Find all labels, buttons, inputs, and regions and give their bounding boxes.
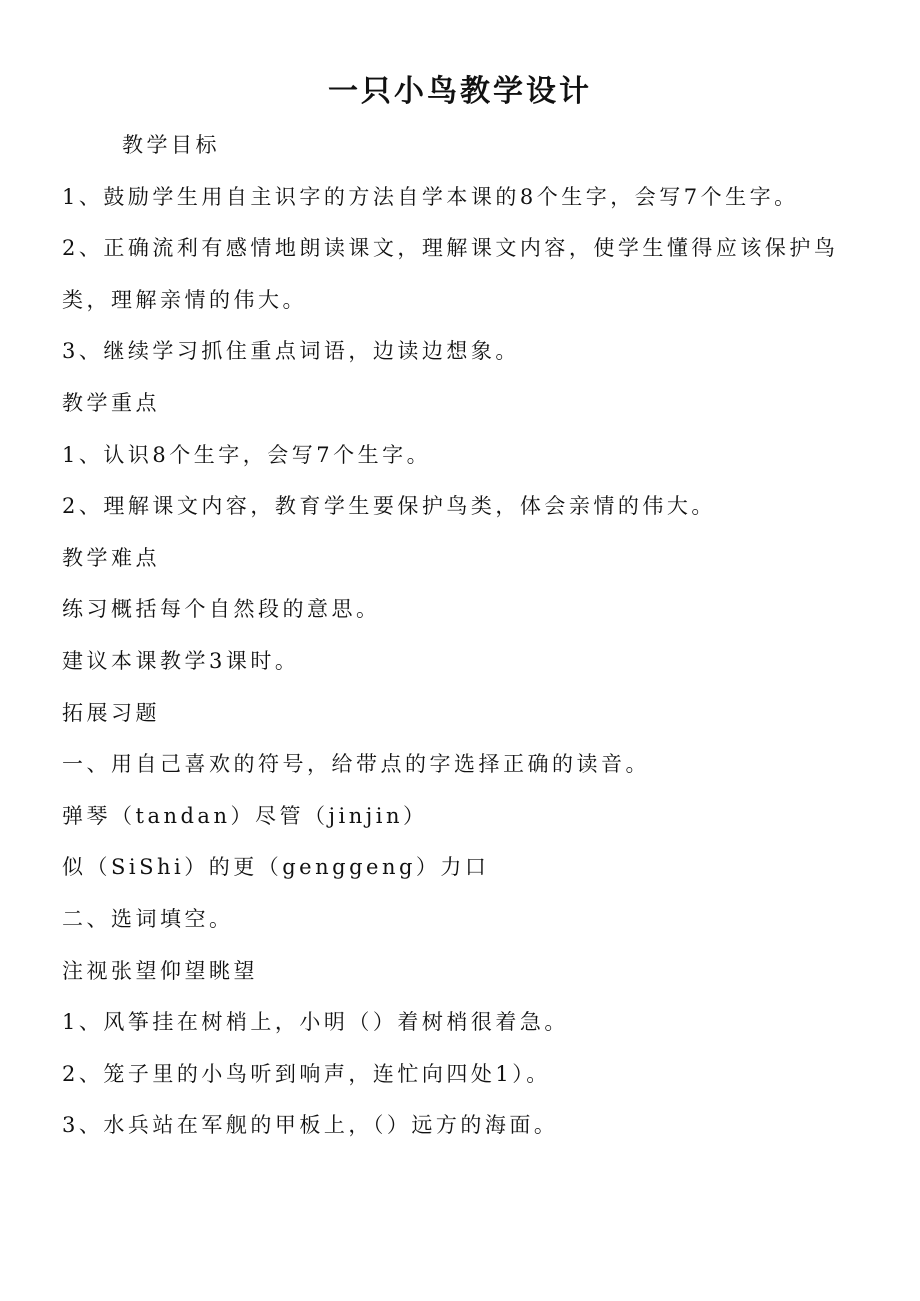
objective-1: 1、鼓励学生用自主识字的方法自学本课的8个生字，会写7个生字。 bbox=[62, 184, 799, 209]
exercise-1-item-b: 似（SiShi）的更（genggeng）力口 bbox=[62, 855, 490, 880]
objective-3: 3、继续学习抓住重点词语，边读边想象。 bbox=[62, 339, 520, 364]
section-heading-difficulties: 教学难点 bbox=[62, 545, 160, 570]
exercise-2-item-1: 1、风筝挂在树梢上，小明（）着树梢很着急。 bbox=[62, 1010, 569, 1035]
exercise-2-word-bank: 注视张望仰望眺望 bbox=[62, 958, 258, 983]
difficulty-text: 练习概括每个自然段的意思。 bbox=[62, 597, 381, 622]
objective-2: 2、正确流利有感情地朗读课文，理解课文内容，使学生懂得应该保护鸟 bbox=[62, 236, 839, 261]
exercise-1-item-a: 弹琴（tandan）尽管（jinjin） bbox=[62, 803, 428, 828]
exercise-2-prompt: 二、选词填空。 bbox=[62, 906, 234, 931]
key-point-2: 2、理解课文内容，教育学生要保护鸟类，体会亲情的伟大。 bbox=[62, 494, 716, 519]
section-heading-exercises: 拓展习题 bbox=[62, 700, 160, 725]
objective-2-continued: 类，理解亲情的伟大。 bbox=[62, 287, 307, 312]
suggested-hours: 建议本课教学3课时。 bbox=[62, 648, 300, 673]
exercise-2-item-2: 2、笼子里的小鸟听到响声，连忙向四处1）。 bbox=[62, 1061, 551, 1086]
document-title: 一只小鸟教学设计 bbox=[328, 74, 592, 109]
key-point-1: 1、认识8个生字，会写7个生字。 bbox=[62, 442, 432, 467]
exercise-2-item-3: 3、水兵站在军舰的甲板上，（）远方的海面。 bbox=[62, 1113, 559, 1138]
document-body bbox=[62, 120, 862, 1152]
section-heading-key-points: 教学重点 bbox=[62, 390, 160, 415]
section-heading-objectives: 教学目标 bbox=[122, 133, 220, 157]
exercise-1-prompt: 一、用自己喜欢的符号，给带点的字选择正确的读音。 bbox=[62, 752, 650, 777]
